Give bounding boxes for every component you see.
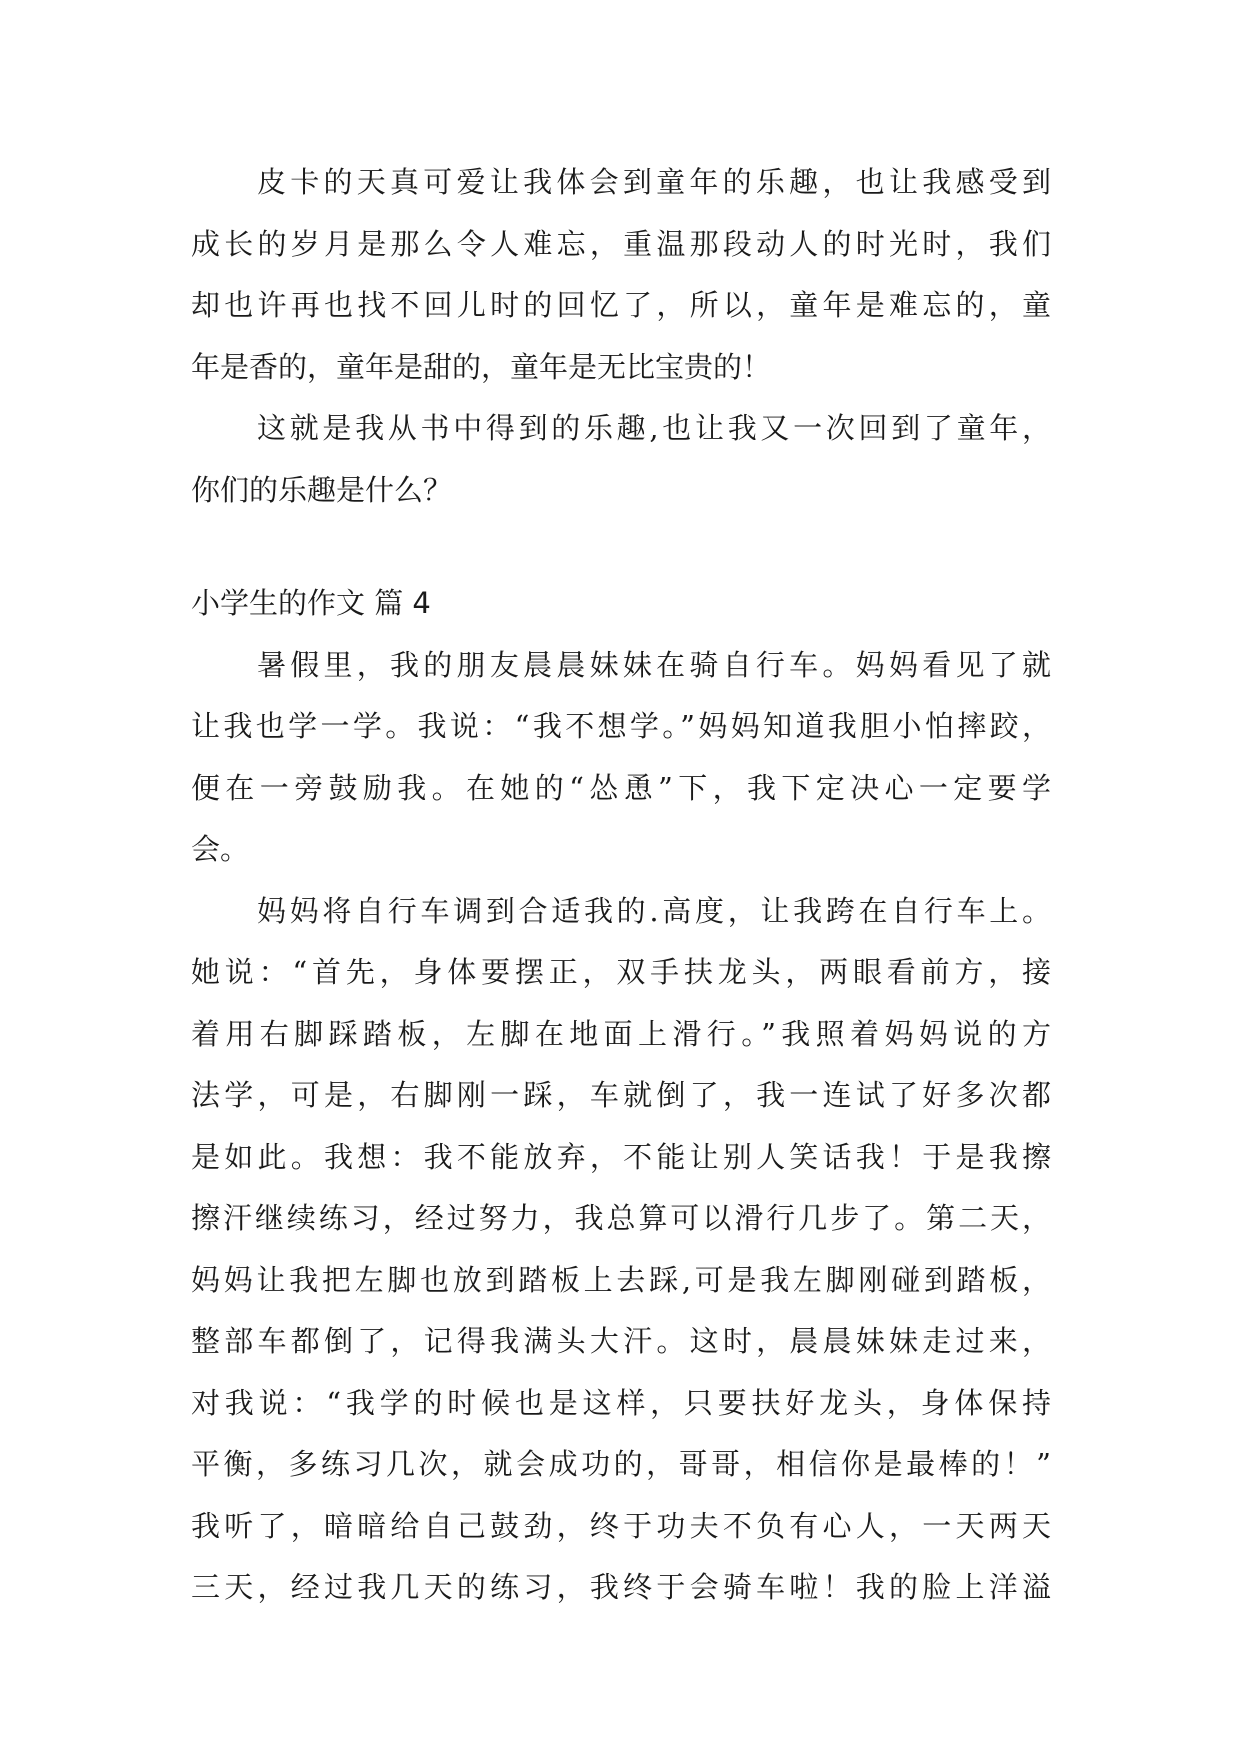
text-line: 整部车都倒了，记得我满头大汗。这时，晨晨妹妹走过来， [191,1324,1051,1358]
text-line: 暑假里，我的朋友晨晨妹妹在骑自行车。妈妈看见了就 [257,647,1051,682]
text-line: 对我说：“我学的时候也是这样，只要扶好龙头，身体保持 [191,1385,1051,1420]
text-line: 皮卡的天真可爱让我体会到童年的乐趣，也让我感受到 [257,165,1051,199]
document-body [191,152,1051,1619]
text-line: 妈妈将自行车调到合适我的.高度，让我跨在自行车上。 [257,893,1051,928]
text-line: 这就是我从书中得到的乐趣,也让我又一次回到了童年， [257,411,1051,445]
text-line: 三天，经过我几天的练习，我终于会骑车啦！我的脸上洋溢 [191,1570,1051,1604]
text-line: 年是香的，童年是甜的，童年是无比宝贵的！ [191,349,772,384]
section-gap [191,521,1051,573]
text-line: 是如此。我想：我不能放弃，不能让别人笑话我！于是我擦 [191,1139,1051,1174]
text-line: 成长的岁月是那么令人难忘，重温那段动人的时光时，我们 [191,226,1051,261]
text-line: 会。 [191,832,250,866]
paragraph-3 [191,635,1051,881]
paragraph-1 [191,152,1051,398]
text-line: 平衡，多练习几次，就会成功的，哥哥，相信你是最棒的！” [191,1447,1051,1481]
text-line: 法学，可是，右脚刚一踩，车就倒了，我一连试了好多次都 [191,1078,1051,1112]
text-line: 我听了，暗暗给自己鼓劲，终于功夫不负有心人，一天两天 [191,1508,1051,1543]
paragraph-2 [191,398,1051,521]
text-line: 便在一旁鼓励我。在她的“怂恿”下，我下定决心一定要学 [191,770,1051,805]
text-line: 她说：“首先，身体要摆正，双手扶龙头，两眼看前方，接 [191,955,1051,989]
text-line: 让我也学一学。我说：“我不想学。”妈妈知道我胆小怕摔跤， [191,709,1051,743]
text-line: 擦汗继续练习，经过努力，我总算可以滑行几步了。第二天， [191,1201,1051,1235]
text-line: 你们的乐趣是什么？ [191,472,453,507]
section-heading: 小学生的作文 篇 4 [191,586,431,620]
paragraph-4 [191,881,1051,1619]
text-line: 着用右脚踩踏板，左脚在地面上滑行。”我照着妈妈说的方 [191,1016,1051,1051]
text-line: 妈妈让我把左脚也放到踏板上去踩,可是我左脚刚碰到踏板， [191,1262,1051,1297]
text-line: 却也许再也找不回儿时的回忆了，所以，童年是难忘的，童 [191,288,1051,322]
